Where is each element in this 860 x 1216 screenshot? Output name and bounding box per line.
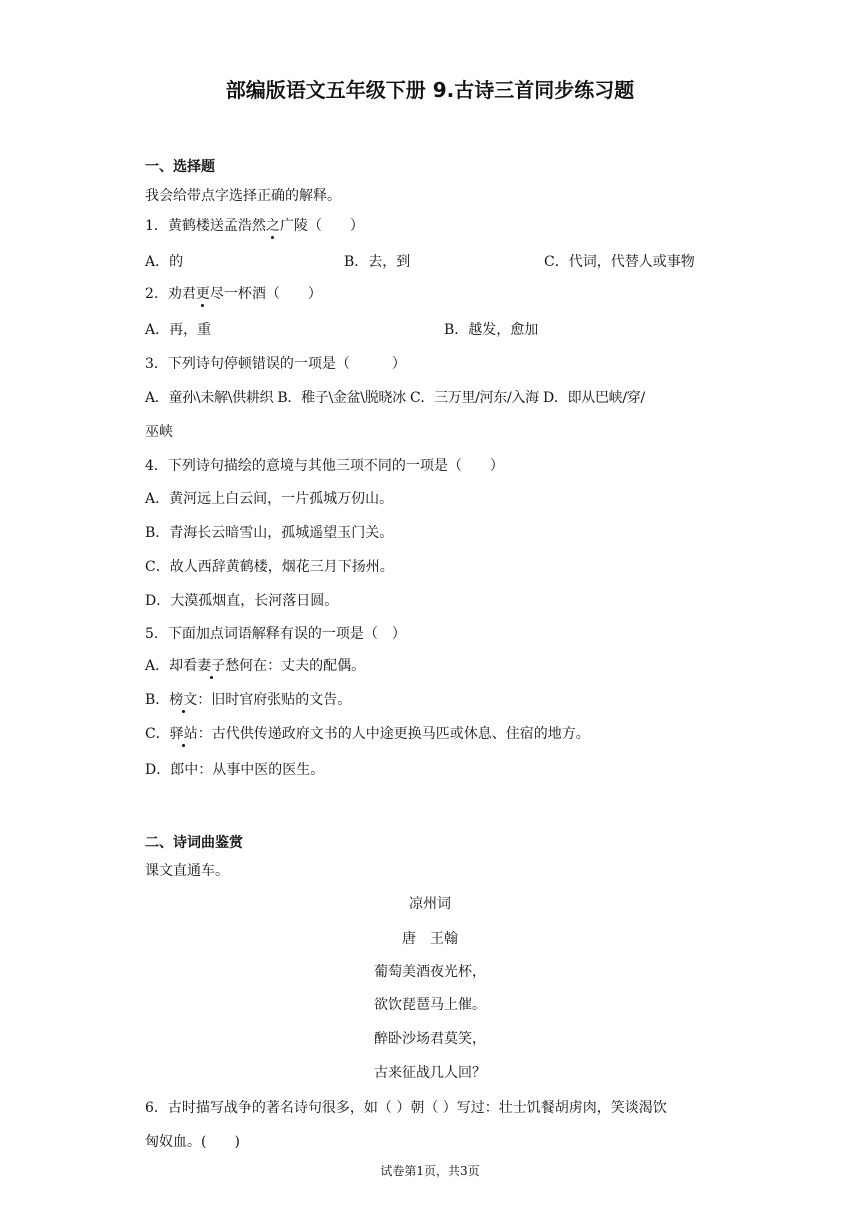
q2-option-b: B．越发，愈加 bbox=[444, 322, 539, 338]
section-intro-poetry: 课文直通车。 bbox=[145, 863, 229, 879]
q4-option-d: D．大漠孤烟直，长河落日圆。 bbox=[145, 593, 339, 609]
poem-line: 醉卧沙场君莫笑， bbox=[374, 1031, 486, 1047]
q5-option-a bbox=[145, 656, 365, 676]
section-heading-poetry: 二、诗词曲鉴赏 bbox=[145, 835, 243, 851]
q1-option-a: A．的 bbox=[145, 254, 184, 270]
q1-option-c: C．代词，代替人或事物 bbox=[544, 254, 695, 270]
q5-b-post: ：旧时官府张贴的文告。 bbox=[197, 692, 352, 708]
poem-author: 唐 王翰 bbox=[402, 931, 458, 947]
q5-c-post: ：古代供传递政府文书的人中途更换马匹或休息、住宿的地方。 bbox=[197, 726, 590, 742]
poem-line: 葡萄美酒夜光杯， bbox=[374, 964, 486, 980]
q1-stem-pre: 1．黄鹤楼送孟浩然 bbox=[145, 218, 266, 234]
q5-a-dotted-word: 妻子 bbox=[197, 658, 226, 674]
q1-stem-post: 广陵（ ） bbox=[279, 218, 364, 234]
q2-option-a: A．再，重 bbox=[145, 322, 212, 338]
question-6-line-1: 6．古时描写战争的著名诗句很多，如（ ）朝（ ）写过：壮士饥餐胡虏肉，笑谈渴饮 bbox=[145, 1100, 667, 1116]
q1-option-b: B．去，到 bbox=[344, 254, 411, 270]
q3-options-line-2: 巫峡 bbox=[145, 424, 173, 440]
poem-title: 凉州词 bbox=[409, 896, 451, 912]
q5-c-pre: C． bbox=[145, 726, 170, 742]
section-heading-choice: 一、选择题 bbox=[145, 159, 215, 175]
q5-option-c bbox=[145, 724, 590, 744]
q5-option-d: D．郎中：从事中医的医生。 bbox=[145, 762, 325, 778]
section-intro-choice: 我会给带点字选择正确的解释。 bbox=[145, 188, 341, 204]
q2-stem-pre: 2．劝君 bbox=[145, 286, 196, 302]
question-3-stem: 3．下列诗句停顿错误的一项是（ ） bbox=[145, 356, 406, 372]
q3-options-line-1: A．童孙\未解\供耕织 B．稚子\金盆\脱晓冰 C．三万里/河东/入海 D．即从巴峡/穿/ bbox=[145, 390, 645, 406]
q1-dotted-char: 之 bbox=[265, 218, 280, 234]
q5-a-pre: A．却看 bbox=[145, 658, 198, 674]
page-footer: 试卷第1页，共3页 bbox=[380, 1164, 480, 1178]
question-5-stem: 5．下面加点词语解释有误的一项是（ ） bbox=[145, 626, 406, 642]
q5-option-b bbox=[145, 690, 351, 710]
question-1-stem bbox=[145, 216, 364, 236]
q4-option-a: A．黄河远上白云间，一片孤城万仞山。 bbox=[145, 491, 394, 507]
q2-dotted-char: 更 bbox=[195, 286, 210, 302]
poem-line: 欲饮琵琶马上催。 bbox=[374, 997, 486, 1013]
question-4-stem: 4．下列诗句描绘的意境与其他三项不同的一项是（ ） bbox=[145, 458, 504, 474]
q2-stem-post: 尽一杯酒（ ） bbox=[209, 286, 322, 302]
q5-c-dotted-word: 驿站 bbox=[169, 726, 198, 742]
q4-option-b: B．青海长云暗雪山，孤城遥望玉门关。 bbox=[145, 525, 394, 541]
q5-b-pre: B． bbox=[145, 692, 170, 708]
q5-a-post: 愁何在：丈夫的配偶。 bbox=[225, 658, 366, 674]
poem-line: 古来征战几人回？ bbox=[374, 1065, 486, 1081]
q4-option-c: C．故人西辞黄鹤楼，烟花三月下扬州。 bbox=[145, 559, 394, 575]
question-6-line-2: 匈奴血。( ) bbox=[145, 1134, 240, 1150]
document-title: 部编版语文五年级下册 9.古诗三首同步练习题 bbox=[225, 78, 635, 102]
question-2-stem bbox=[145, 284, 322, 304]
q5-b-dotted-word: 榜文 bbox=[169, 692, 198, 708]
